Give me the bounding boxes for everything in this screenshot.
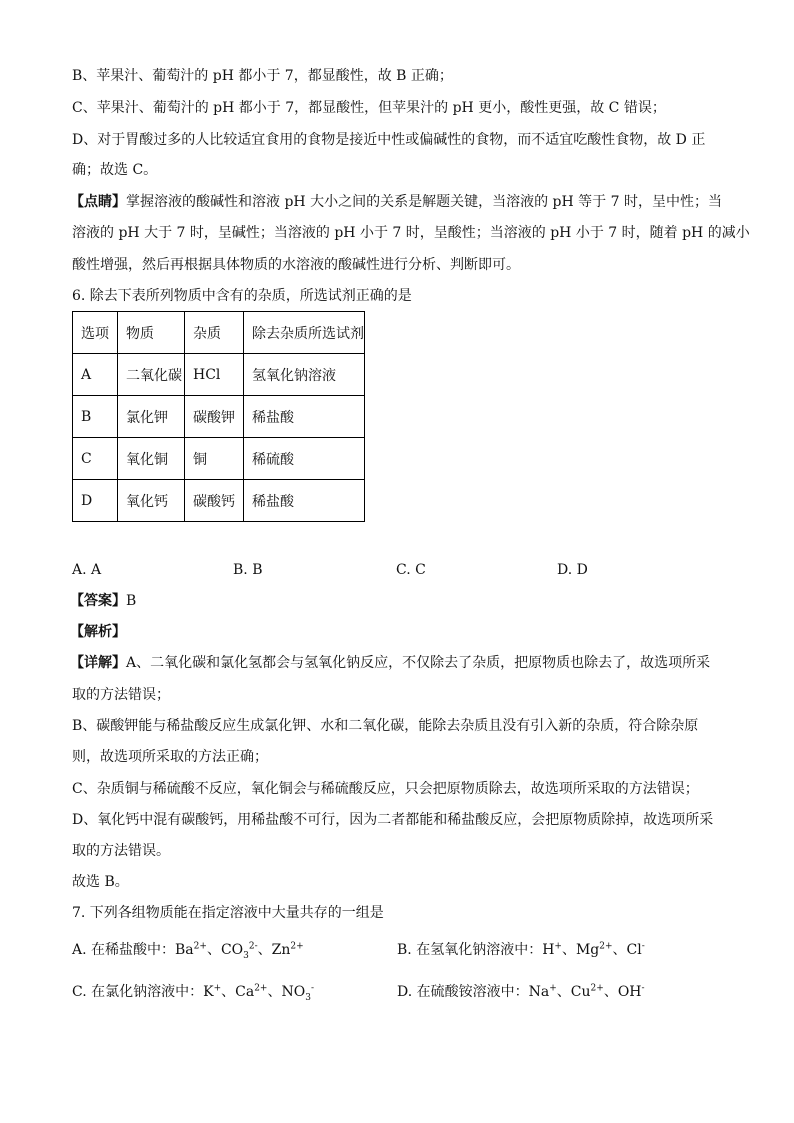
question-7-option-b: B. 在氢氧化钠溶液中：H+、$Mg^{2+}$、Cl- <box>397 941 645 958</box>
detail-tag: 【详解】 <box>70 655 126 671</box>
tip-tag: 【点睛】 <box>70 194 126 210</box>
table-cell: 稀盐酸 <box>244 396 365 438</box>
answer-tag: 【答案】 <box>70 593 126 609</box>
question-7-option-a: A. 在稀盐酸中：$Ba^{2+}$、$CO_3^{2-}$、$Zn^{2+}$ <box>72 941 304 961</box>
table-cell: 铜 <box>185 438 244 480</box>
question-6-option-b: B. B <box>233 562 263 578</box>
table-row <box>73 396 365 438</box>
question-7-option-d: D. 在硫酸铵溶液中：Na+、$Cu^{2+}$、OH- <box>397 983 645 1000</box>
table-header: 除去杂质所选试剂 <box>244 312 365 354</box>
table-cell: B <box>73 396 118 438</box>
detail-line-8: 故选 B。 <box>72 874 129 890</box>
explanation-line-d: D、对于胃酸过多的人比较适宜食用的食物是接近中性或偏碱性的食物，而不适宜吃酸性食物，故 D 正 <box>72 132 706 148</box>
detail-line-6: D、氧化钙中混有碳酸钙，用稀盐酸不可行，因为二者都能和稀盐酸反应，会把原物质除掉，故选项所采 <box>72 812 714 828</box>
table-cell: 二氧化碳 <box>118 354 185 396</box>
detail-line-4: 则，故选项所采取的方法正确； <box>72 749 268 765</box>
table-cell: 稀硫酸 <box>244 438 365 480</box>
explanation-line-conclusion: 确；故选 C。 <box>72 162 158 178</box>
answer-line <box>70 591 136 611</box>
tip-line-1: 【点睛】掌握溶液的酸碱性和溶液 pH 大小之间的关系是解题关键，当溶液的 pH 等于 7 时，呈中性；当 <box>70 194 722 210</box>
question-6-option-a: A. A <box>72 562 102 578</box>
tip-line-2: 溶液的 pH 大于 7 时，呈碱性；当溶液的 pH 小于 7 时，呈酸性；当溶液的 pH 小于 7 时，随着 pH 的减小 <box>72 225 750 241</box>
question-7-stem: 7. 下列各组物质能在指定溶液中大量共存的一组是 <box>72 905 384 921</box>
explanation-line-b: B、苹果汁、葡萄汁的 pH 都小于 7，都显酸性，故 B 正确； <box>72 68 453 84</box>
table-header: 选项 <box>73 312 118 354</box>
tip-line-3: 酸性增强，然后再根据具体物质的水溶液的酸碱性进行分析、判断即可。 <box>72 257 520 273</box>
question-6-option-d: D. D <box>557 562 588 578</box>
question-6-option-c: C. C <box>396 562 426 578</box>
table-row <box>73 354 365 396</box>
analysis-tag: 【解析】 <box>70 624 126 640</box>
table-cell: 碳酸钙 <box>185 480 244 522</box>
detail-line-5: C、杂质铜与稀硫酸不反应，氧化铜会与稀硫酸反应，只会把原物质除去，故选项所采取的方法错误； <box>72 781 699 797</box>
table-cell: 氧化钙 <box>118 480 185 522</box>
table-cell: 碳酸钾 <box>185 396 244 438</box>
detail-line-7: 取的方法错误。 <box>72 843 170 859</box>
answer-value: B <box>126 593 137 609</box>
question-7-option-c: C. 在氯化钠溶液中：K+、$Ca^{2+}$、$NO_3^-$ <box>72 983 314 1003</box>
detail-line-2: 取的方法错误； <box>72 687 170 703</box>
table-row <box>73 438 365 480</box>
explanation-line-c: C、苹果汁、葡萄汁的 pH 都小于 7，都显酸性，但苹果汁的 pH 更小，酸性更强，故 C 错误； <box>72 100 666 116</box>
table-header-row <box>73 312 365 354</box>
table-cell: A <box>73 354 118 396</box>
table-cell: C <box>73 438 118 480</box>
detail-line-1: 【详解】A、二氧化碳和氯化氢都会与氢氧化钠反应，不仅除去了杂质，把原物质也除去了，故选项所采 <box>70 655 711 671</box>
table-cell: D <box>73 480 118 522</box>
table-row <box>73 480 365 522</box>
table-cell: 氯化钾 <box>118 396 185 438</box>
question-6-stem: 6. 除去下表所列物质中含有的杂质，所选试剂正确的是 <box>72 288 412 304</box>
detail-line-3: B、碳酸钾能与稀盐酸反应生成氯化钾、水和二氧化碳，能除去杂质且没有引入新的杂质，符合除杂原 <box>72 718 699 734</box>
table-cell: 稀盐酸 <box>244 480 365 522</box>
table-header: 杂质 <box>185 312 244 354</box>
table-cell: HCl <box>185 354 244 396</box>
question-6-table <box>72 311 365 522</box>
table-header: 物质 <box>118 312 185 354</box>
table-cell: 氢氧化钠溶液 <box>244 354 365 396</box>
table-cell: 氧化铜 <box>118 438 185 480</box>
